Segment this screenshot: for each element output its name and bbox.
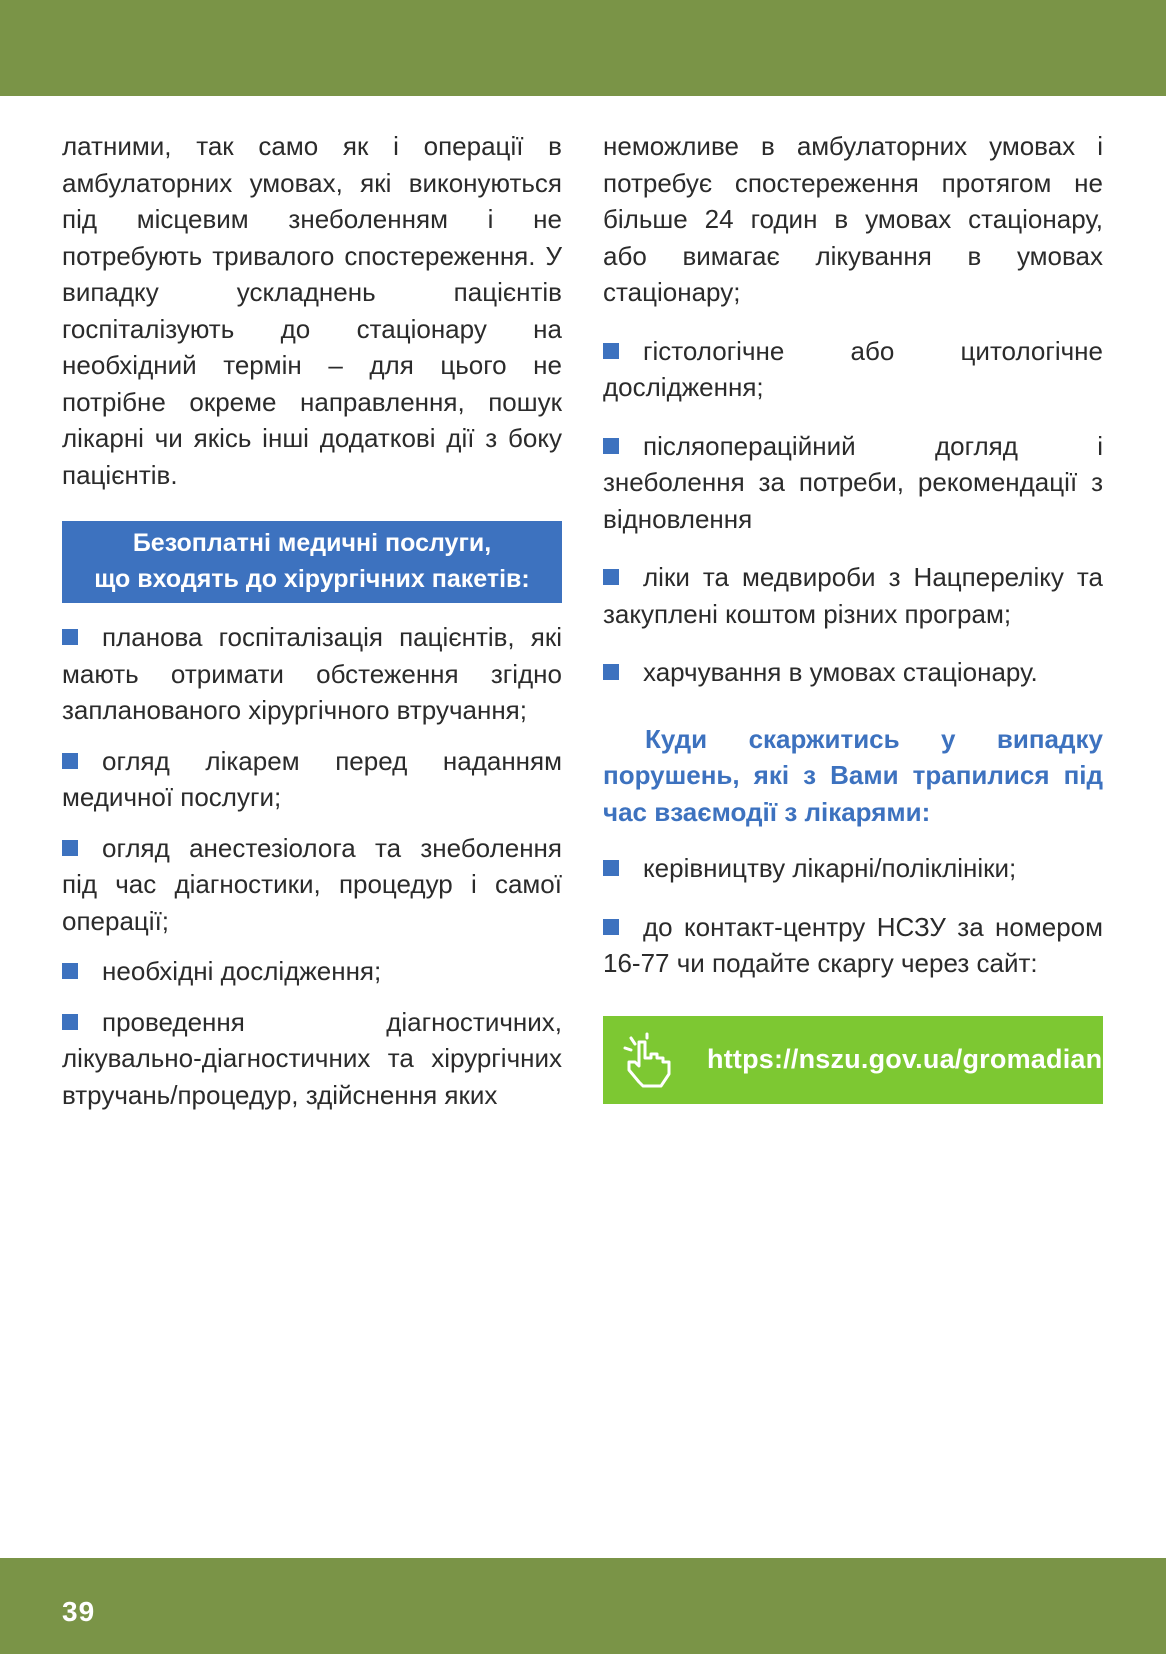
list-item: необхідні дослідження; (62, 953, 562, 990)
page-number: 39 (62, 1596, 96, 1627)
footer-band (0, 1558, 1166, 1654)
services-list (62, 619, 562, 1113)
list-item: ліки та медвироби з Нацпереліку та закуплені коштом різних програм; (603, 562, 1103, 629)
list-item: післяопераційний догляд і знеболення за потреби, рекомендації з відновлення (603, 430, 1103, 534)
website-link[interactable]: https://nszu.gov.ua/gromadianam (707, 1044, 1142, 1075)
right-column (603, 128, 1142, 1104)
list-item: огляд лікарем перед наданням медичної послуги; (62, 745, 562, 812)
bullet-square-icon (603, 664, 619, 680)
services-heading (62, 521, 562, 603)
bullet-square-icon (62, 629, 78, 645)
list-item: огляд анестезіолога та знеболення під час діагностики, процедур і самої операції; (62, 832, 562, 936)
list-item: керівництву лікарні/поліклініки; (603, 850, 1103, 887)
list-item: планова госпіталізація пацієнтів, які мають отримати обстеження згідно запланованого хірургічного втручання; (62, 622, 562, 725)
bullet-square-icon (62, 1014, 78, 1030)
bullet-square-icon (603, 569, 619, 585)
header-band (0, 0, 1166, 96)
complaint-list (603, 850, 1103, 982)
bullet-square-icon (603, 343, 619, 359)
bullet-square-icon (62, 840, 78, 856)
list-item: гістологічне або цитологічне дослідження; (603, 335, 1103, 402)
bullet-square-icon (62, 963, 78, 979)
pointing-hand-icon (617, 1028, 681, 1092)
services-heading-line2: що входять до хірургічних пакетів: (94, 565, 530, 593)
services-list-continued (603, 333, 1103, 691)
list-item: до контакт-центру НСЗУ за номером 16-77 чи подайте скаргу через сайт: (603, 911, 1103, 978)
intro-paragraph: латними, так само як і операції в амбулаторних умовах, які виконуються під місцевим знеболенням і не потребують тривалого спостереження. У випадку ускладнень пацієнтів госпіталізують до стаціонару на необхідний термін – для цього не потрібне окреме направлення, пошук лікарні чи якісь інші додаткові дії з боку пацієнтів. (62, 131, 562, 490)
continuation-paragraph: неможливе в амбулаторних умовах і потребує спостереження протягом не більше 24 годин в умовах стаціонару, або вимагає лікування в умовах стаціонару; (603, 131, 1103, 307)
bullet-square-icon (603, 438, 619, 454)
bullet-square-icon (603, 919, 619, 935)
website-link-box[interactable] (603, 1016, 1142, 1104)
services-heading-line1: Безоплатні медичні послуги, (132, 529, 492, 557)
list-item: проведення діагностичних, лікувально-діагностичних та хірургічних втручань/процедур, здійснення яких (62, 1006, 562, 1110)
complaint-heading: Куди скаржитись у випадку порушень, які з Вами трапилися під час взаємодії з лікарями: (603, 723, 1103, 827)
bullet-square-icon (62, 753, 78, 769)
bullet-square-icon (603, 860, 619, 876)
list-item: харчування в умовах стаціонару. (603, 654, 1103, 691)
left-column (62, 128, 562, 1127)
